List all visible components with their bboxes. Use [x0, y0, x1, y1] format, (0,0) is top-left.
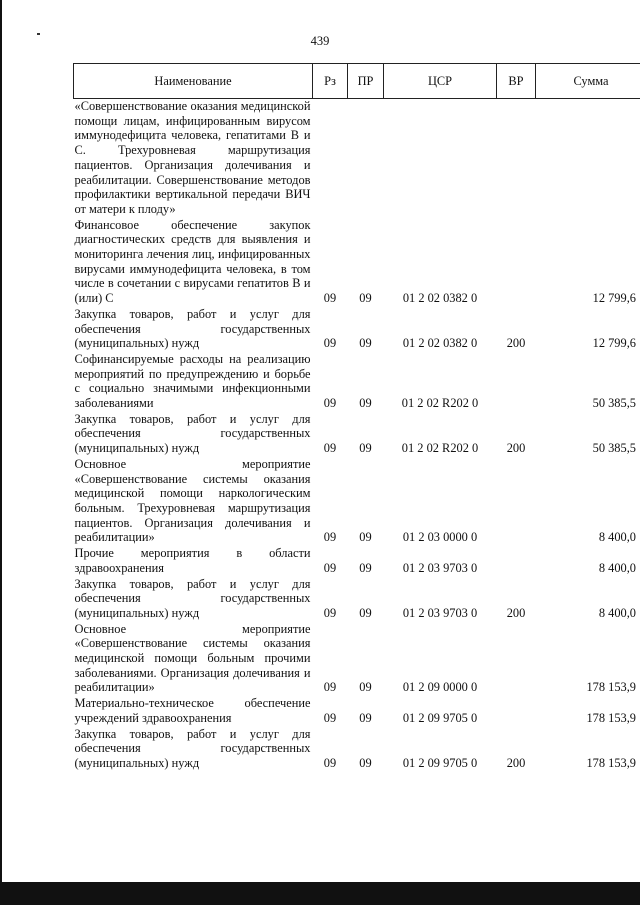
row-csr: 01 2 02 R202 0	[401, 396, 479, 411]
row-rz: 09	[323, 680, 337, 695]
row-name: Закупка товаров, работ и услуг для обеспечения государственных (муниципальных) нужд	[74, 726, 311, 770]
row-csr: 01 2 03 9703 0	[402, 560, 478, 575]
row-sum: 12 799,6	[592, 336, 636, 351]
row-rz: 09	[323, 396, 337, 411]
row-rz: 09	[323, 336, 337, 351]
row-pr: 09	[359, 755, 372, 770]
row-csr: 01 2 09 9705 0	[402, 710, 478, 725]
header-pr: ПР	[348, 64, 384, 99]
row-pr: 09	[359, 396, 372, 411]
row-pr: 09	[359, 291, 372, 306]
row-name: Материально-техническое обеспечение учреждений здравоохранения	[74, 696, 311, 725]
row-sum: 8 400,0	[598, 530, 636, 545]
header-vr: ВР	[497, 64, 536, 99]
row-name: «Совершенствование оказания медицинской помощи лицам, инфицированным вирусом иммунодефицита человека, гепатитами В и С. Трехуровневая маршрутизация пациентов. Организация долечивания и реабилитации. Совершенствование методов профилактики вертикальной передачи ВИЧ от матери к плоду»	[74, 99, 311, 216]
table-row	[74, 576, 640, 621]
table-row	[74, 411, 640, 456]
page-number: 439	[310, 34, 330, 48]
table-row	[74, 217, 640, 306]
row-pr: 09	[359, 680, 372, 695]
row-sum: 50 385,5	[592, 441, 636, 456]
row-pr: 09	[359, 710, 372, 725]
row-rz: 09	[323, 530, 337, 545]
row-csr: 01 2 09 9705 0	[402, 755, 478, 770]
row-sum: 178 153,9	[586, 710, 636, 725]
budget-table	[73, 63, 640, 771]
table-row	[74, 726, 640, 771]
row-csr: 01 2 03 0000 0	[402, 530, 478, 545]
row-pr	[348, 99, 384, 217]
row-rz: 09	[323, 560, 337, 575]
row-name: Закупка товаров, работ и услуг для обеспечения государственных (муниципальных) нужд	[74, 306, 311, 351]
table-row	[74, 545, 640, 575]
header-csr: ЦСР	[384, 64, 497, 99]
row-vr	[497, 545, 536, 575]
row-sum: 50 385,5	[592, 396, 636, 411]
row-rz: 09	[323, 755, 337, 770]
row-sum: 178 153,9	[586, 680, 636, 695]
row-vr: 200	[506, 755, 526, 770]
row-csr: 01 2 02 0382 0	[402, 291, 478, 306]
row-sum: 178 153,9	[586, 755, 636, 770]
row-sum: 8 400,0	[598, 605, 636, 620]
row-rz: 09	[323, 441, 337, 456]
table-row	[74, 99, 640, 217]
row-rz: 09	[323, 710, 337, 725]
row-rz	[313, 99, 348, 217]
row-pr: 09	[359, 530, 372, 545]
scan-bottom-edge	[0, 882, 640, 905]
row-vr: 200	[506, 605, 526, 620]
table-row	[74, 695, 640, 725]
table-row	[74, 306, 640, 351]
row-vr: 200	[506, 441, 526, 456]
table-row	[74, 351, 640, 411]
row-csr: 01 2 03 9703 0	[402, 605, 478, 620]
scan-left-edge	[0, 0, 2, 882]
row-name: Закупка товаров, работ и услуг для обеспечения государственных (муниципальных) нужд	[74, 411, 311, 456]
row-sum: 8 400,0	[598, 560, 636, 575]
row-rz: 09	[323, 605, 337, 620]
row-sum	[536, 99, 640, 217]
header-sum: Сумма	[536, 64, 640, 99]
row-vr	[497, 695, 536, 725]
row-pr: 09	[359, 560, 372, 575]
row-vr	[497, 621, 536, 696]
table-header-row	[74, 64, 640, 99]
row-name: Прочие мероприятия в области здравоохранения	[74, 546, 311, 575]
row-name: Основное мероприятие «Совершенствование системы оказания медицинской помощи наркологическим больным. Трехуровневая маршрутизация пациентов. Организация долечивания и реабилитации»	[74, 456, 311, 545]
table-row	[74, 456, 640, 545]
row-rz: 09	[323, 291, 337, 306]
row-sum: 12 799,6	[592, 291, 636, 306]
row-csr: 01 2 02 R202 0	[401, 441, 479, 456]
table-row	[74, 621, 640, 696]
row-vr: 200	[506, 336, 526, 351]
row-vr	[497, 351, 536, 411]
row-csr	[384, 99, 497, 217]
row-pr: 09	[359, 605, 372, 620]
header-rz: Рз	[313, 64, 348, 99]
row-name: Закупка товаров, работ и услуг для обеспечения государственных (муниципальных) нужд	[74, 576, 311, 620]
row-name: Основное мероприятие «Совершенствование системы оказания медицинской помощи больным прочими заболеваниями. Организация долечивания и реабилитации»	[74, 621, 311, 695]
row-vr	[497, 456, 536, 545]
row-name: Софинансируемые расходы на реализацию мероприятий по предупреждению и борьбе с социально значимыми инфекционными заболеваниями	[74, 351, 311, 411]
row-csr: 01 2 02 0382 0	[402, 336, 478, 351]
row-vr	[497, 217, 536, 306]
row-pr: 09	[359, 441, 372, 456]
row-pr: 09	[359, 336, 372, 351]
row-name: Финансовое обеспечение закупок диагностических средств для выявления и мониторинга лечения лиц, инфицированных вирусами иммунодефицита человека, в том числе в сочетании с вирусами гепатитов В и (или) С	[74, 217, 311, 306]
header-name: Наименование	[74, 64, 313, 99]
row-csr: 01 2 09 0000 0	[402, 680, 478, 695]
row-vr	[497, 99, 536, 217]
